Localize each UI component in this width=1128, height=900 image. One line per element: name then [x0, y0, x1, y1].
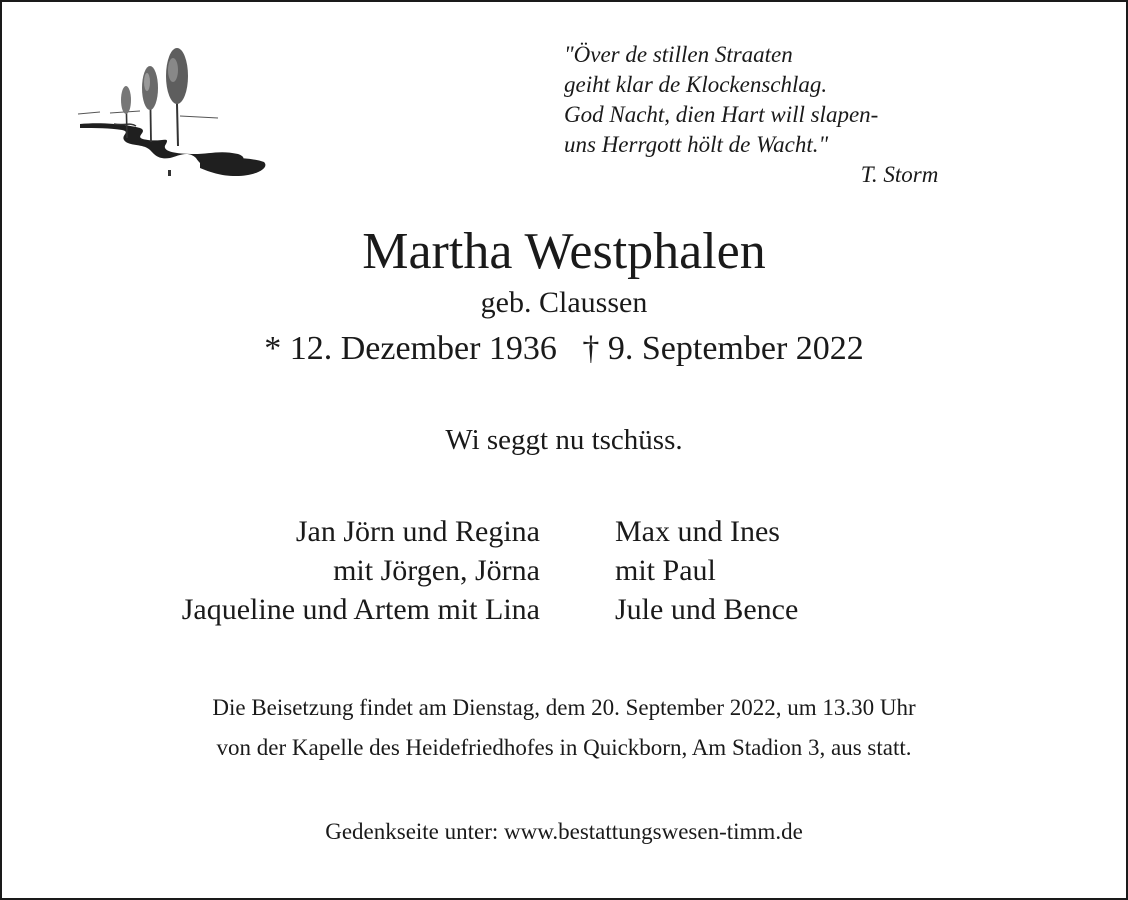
funeral-line: Die Beisetzung findet am Dienstag, dem 20. September 2022, um 13.30 Uhr [212, 695, 916, 720]
trees-by-water-illustration [70, 42, 280, 192]
poem-quote [564, 40, 939, 190]
farewell-line: Wi seggt nu tschüss. [445, 424, 683, 456]
poem-line: geiht klar de Klockenschlag. [564, 72, 828, 97]
mourner-line: Max und Ines [615, 515, 780, 548]
mourner-line: Jaqueline und Artem mit Lina [181, 593, 540, 626]
mourners-left-column [182, 512, 540, 629]
maiden-name: geb. Claussen [480, 286, 648, 319]
life-dates: * 12. Dezember 1936 † 9. September 2022 [264, 330, 864, 367]
poem-line: God Nacht, dien Hart will slapen- [564, 102, 879, 127]
mourner-line: Jan Jörn und Regina [295, 515, 540, 548]
poem-author: T. Storm [860, 162, 939, 187]
memorial-page-link: Gedenkseite unter: www.bestattungswesen-timm.de [325, 819, 803, 844]
mourners-right-column [615, 512, 798, 629]
mourner-line: mit Jörgen, Jörna [333, 554, 540, 587]
deceased-name: Martha Westphalen [362, 223, 766, 280]
poem-line: uns Herrgott hölt de Wacht." [564, 132, 829, 157]
funeral-info [2, 688, 1126, 768]
funeral-line: von der Kapelle des Heidefriedhofes in Quickborn, Am Stadion 3, aus statt. [216, 735, 912, 760]
mourner-line: Jule und Bence [615, 593, 799, 626]
poem-line: "Över de stillen Straaten [564, 42, 793, 67]
mourner-line: mit Paul [615, 554, 716, 587]
